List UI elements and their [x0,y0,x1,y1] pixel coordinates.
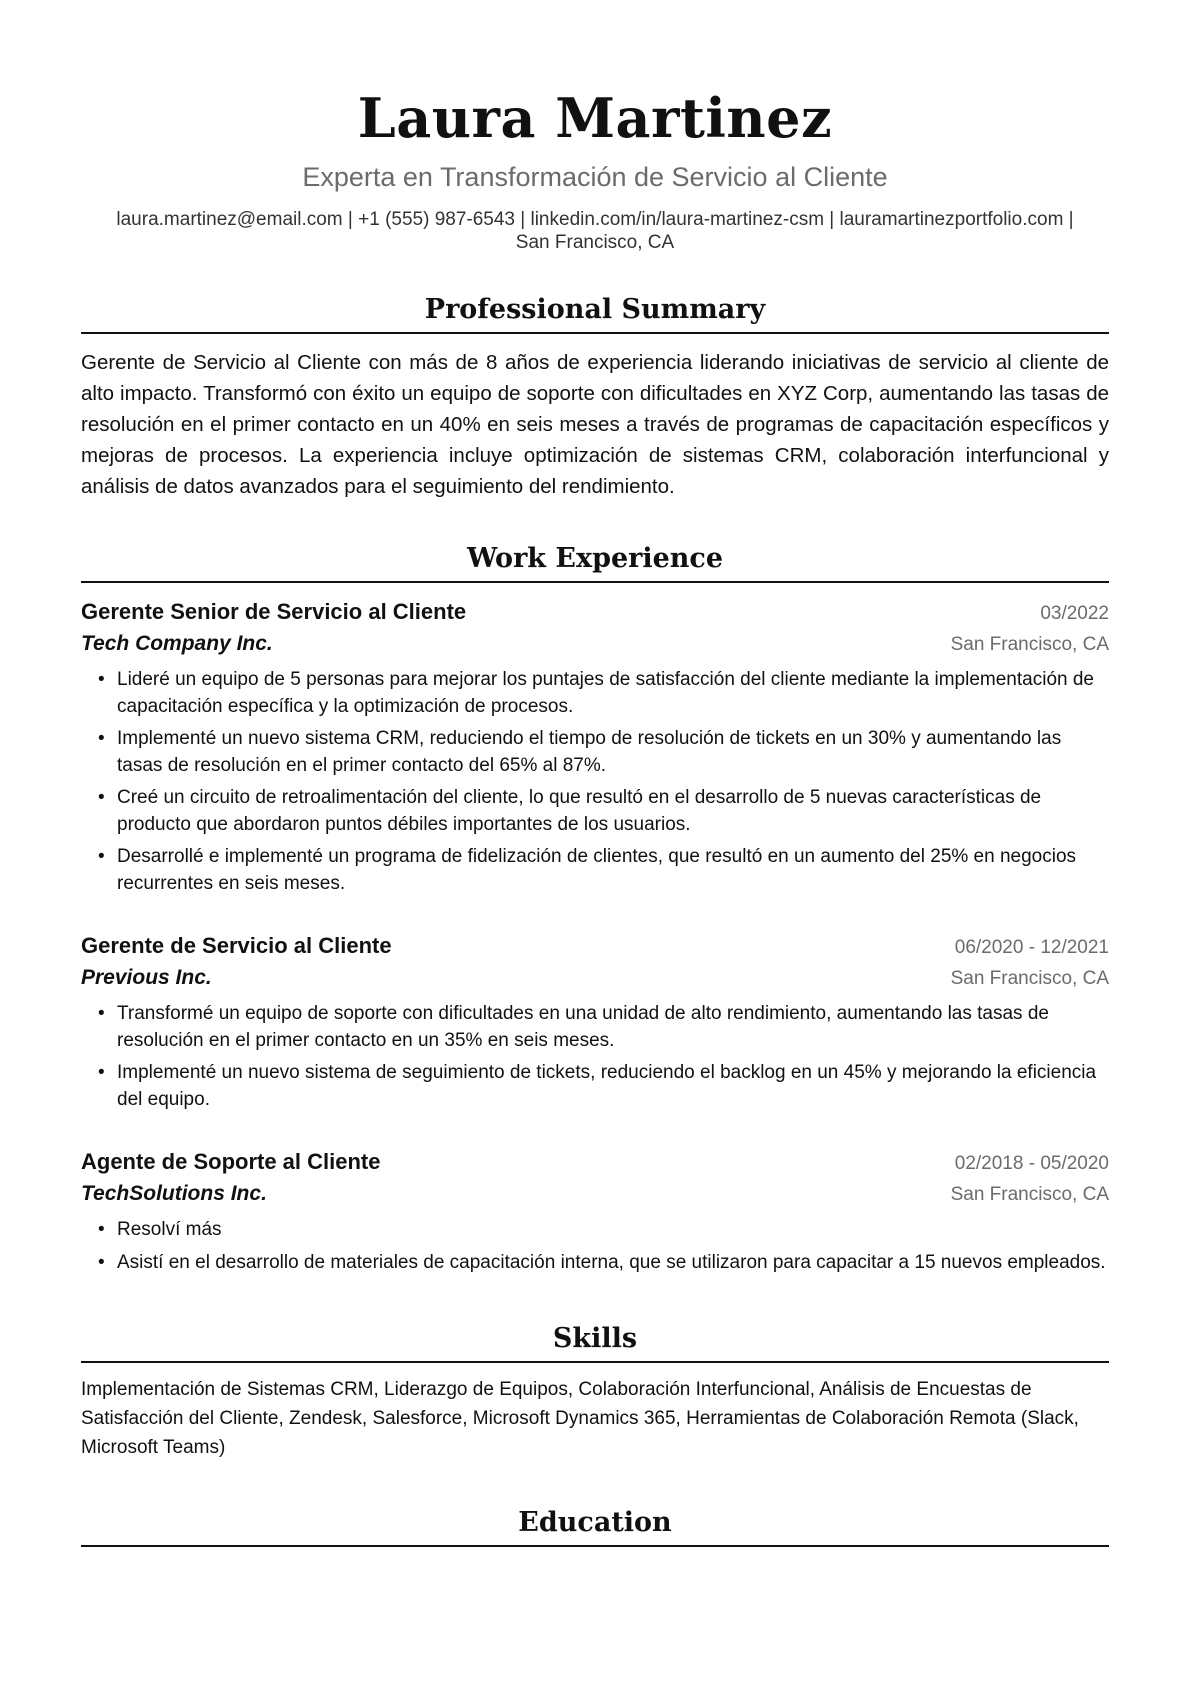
job-header-row [81,1147,1109,1179]
job-bullet: • Implementé un nuevo sistema CRM, reduciendo el tiempo de resolución de tickets en un 30% y aumentando las tasas de resolución en el primer contacto del 65% al 87%. [117,726,1109,779]
summary-text: Gerente de Servicio al Cliente con más de 8 años de experiencia liderando iniciativas de servicio al cliente de alto impacto. Transformó con éxito un equipo de soporte con dificultades en XYZ Corp, aumentando las tasas de resolución en el primer contacto en un 40% en seis meses a través de programas de capacitación específicos y mejoras de procesos. La experiencia incluye optimización de sistemas CRM, colaboración interfuncional y análisis de datos avanzados para el seguimiento del rendimiento. [81,351,1109,498]
contact-line-2: San Francisco, CA [515,232,675,253]
job-entry [81,931,1109,1113]
experience-section [81,542,1109,1276]
job-location: San Francisco, CA [950,634,1109,655]
job-bullet: • Lideré un equipo de 5 personas para mejorar los puntajes de satisfacción del cliente mediante la implementación de capacitación específica y la optimización de procesos. [117,667,1109,720]
job-company-row [81,629,1109,660]
job-bullet: • Asistí en el desarrollo de materiales de capacitación interna, que se utilizaron para capacitar a 15 nuevos empleados. [117,1250,1109,1277]
job-company: TechSolutions Inc. [81,1182,267,1205]
job-bullets [81,1001,1109,1113]
job-bullet: • Resolví más [117,1217,1109,1244]
job-date: 02/2018 - 05/2020 [954,1153,1109,1174]
job-date: 06/2020 - 12/2021 [954,937,1109,958]
job-location: San Francisco, CA [950,1184,1109,1205]
contact-line-1: laura.martinez@email.com | +1 (555) 987-6543 | linkedin.com/in/laura-martinez-csm | lauramartinezportfolio.com | [116,209,1074,230]
education-section [81,1506,1109,1547]
job-header-row [81,931,1109,963]
job-title: Agente de Soporte al Cliente [81,1149,381,1174]
job-entry [81,1147,1109,1276]
job-company: Tech Company Inc. [81,632,273,655]
job-bullet: • Desarrollé e implementé un programa de fidelización de clientes, que resultó en un aumento del 25% en negocios recurrentes en seis meses. [117,844,1109,897]
job-bullets [81,667,1109,897]
job-bullet: • Transformé un equipo de soporte con dificultades en una unidad de alto rendimiento, aumentando las tasas de resolución en el primer contacto en un 35% en seis meses. [117,1001,1109,1054]
job-date: 03/2022 [1040,603,1109,624]
job-header-row [81,597,1109,629]
job-bullet: • Implementé un nuevo sistema de seguimiento de tickets, reduciendo el backlog en un 45% y mejorando la eficiencia del equipo. [117,1060,1109,1113]
job-company-row [81,1179,1109,1210]
resume-header [81,0,1109,254]
summary-section [81,293,1109,502]
skills-section [81,1322,1109,1462]
section-title-summary: Professional Summary [81,293,1109,334]
job-company-row [81,963,1109,994]
job-title: Gerente Senior de Servicio al Cliente [81,599,467,624]
skills-text: Implementación de Sistemas CRM, Liderazgo de Equipos, Colaboración Interfuncional, Análisis de Encuestas de Satisfacción del Cliente, Zendesk, Salesforce, Microsoft Dynamics 365, Herramientas de Colaboración Remota (Slack, Microsoft Teams) [81,1379,1079,1458]
job-bullet: • Creé un circuito de retroalimentación del cliente, lo que resultó en el desarrollo de 5 nuevas características de producto que abordaron puntos débiles importantes de los usuarios. [117,785,1109,838]
section-title-skills: Skills [81,1322,1109,1363]
job-entry [81,597,1109,897]
job-bullets [81,1217,1109,1276]
candidate-headline: Experta en Transformación de Servicio al Cliente [302,162,888,192]
job-location: San Francisco, CA [950,968,1109,989]
job-title: Gerente de Servicio al Cliente [81,933,392,958]
job-company: Previous Inc. [81,966,212,989]
section-title-experience: Work Experience [81,542,1109,583]
candidate-name: Laura Martinez [357,86,833,150]
contact-info [81,208,1109,254]
section-title-education: Education [81,1506,1109,1547]
